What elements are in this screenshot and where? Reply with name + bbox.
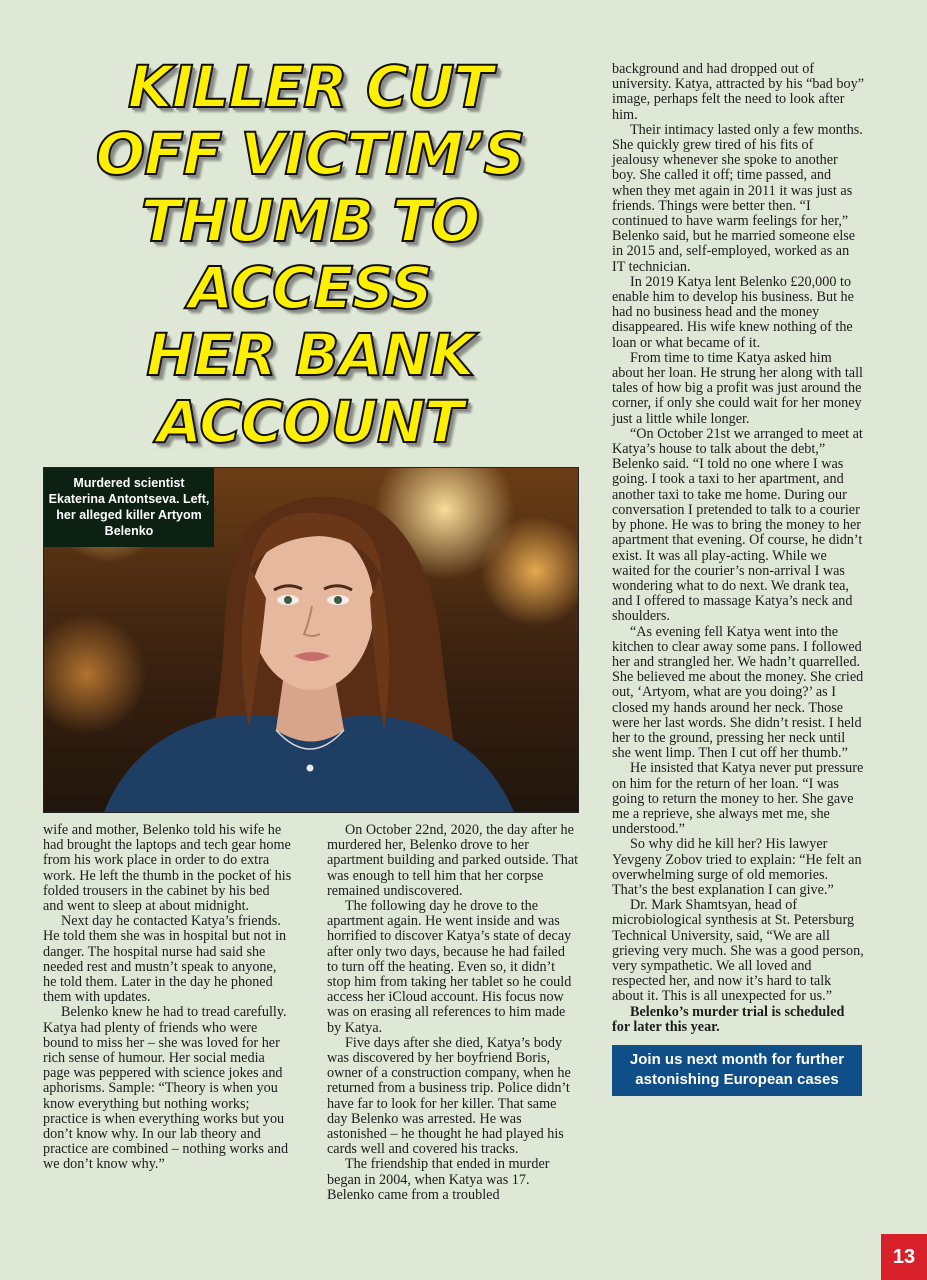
paragraph: From time to time Katya asked him about her loan. He strung her along with tall tales of how big a profit was just around the corner, if only she could wait for her money just a little while longer. [612,349,863,427]
paragraph: “On October 21st we arranged to meet at Katya’s house to talk about the debt,” Belenko said. “I told no one where I was going. I took a taxi to her apartment, and another taxi to take me home. During our conversation I pretended to talk to a courier by phone. He was to bring the money to her apartment that evening. Of course, he didn’t exist. It was all play-acting. While we waited for the courier’s non-arrival I was wondering what to do next. We drank tea, and I offered to massage Katya’s neck and shoulders. [612,425,863,625]
closing-note: Belenko’s murder trial is scheduled for later this year. [612,1003,845,1035]
next-month-banner: Join us next month for further astonishing European cases [612,1045,862,1096]
headline-line: THUMB TO [140,187,480,255]
paragraph: On October 22nd, 2020, the day after he murdered her, Belenko drove to her apartment building and parked outside. That was enough to tell him that her corpse remained undiscovered. [327,822,579,899]
paragraph: The following day he drove to the apartment again. He went inside and was horrified to discover Katya’s state of decay after only two days, because he had failed to turn off the heating. Even so, it didn’t stop him from taking her tablet so he could access her iCloud account. His focus now was on erasing all references to him made by Katya. [327,898,572,1036]
paragraph: He insisted that Katya never put pressure on him for the return of her loan. “I was going to return the money to her. She gave me a reprieve, she always met me, she understood.” [612,760,864,838]
paragraph: “As evening fell Katya went into the kitchen to clear away some pans. I followed her and strangled her. We hadn’t quarrelled. She believed me about the money. She cried out, ‘Artyom, what are you doing?’ as I closed my hands around her neck. Those were her last words. She didn’t resist. I held her to the ground, pressing her neck until she went limp. Then I cut off her thumb.” [612,623,864,762]
paragraph: Next day he contacted Katya’s friends. He told them she was in hospital but not in danger. The hospital nurse had said she needed rest and mustn’t speak to anyone, he told them. Later in the day he phoned them with updates. [43,913,287,1006]
victim-photo [43,467,579,813]
headline [40,54,580,456]
headline-line: ACCOUNT [157,388,463,456]
paragraph: Five days after she died, Katya’s body was discovered by her boyfriend Boris, owner of a construction company, when he returned from a business trip. Police didn’t have far to look for her killer. That same day Belenko was arrested. He was astonished – he thought he had played his cards well and covered his tracks. [327,1034,571,1158]
headline-line: HER BANK [146,321,474,389]
paragraph: So why did he kill her? His lawyer Yevgeny Zobov tried to explain: “He felt an overwhelming surge of old memories. That’s the best explanation I can give.” [612,836,862,898]
headline-line: OFF VICTIM’S [95,120,525,188]
paragraph: Their intimacy lasted only a few months. She quickly grew tired of his fits of jealousy whenever she spoke to another boy. She called it off; time passed, and when they met again in 2011 it was just as friends. Things were better then. “I continued to have warm feelings for her,” Belenko said, but he married someone else in 2015 and, self-employed, worked as an IT technician. [612,121,863,275]
paragraph: In 2019 Katya lent Belenko £20,000 to enable him to develop his business. But he had no business head and the money disappeared. His wife knew nothing of the loan or what became of it. [612,273,854,351]
paragraph: The friendship that ended in murder began in 2004, when Katya was 17. Belenko came from a troubled [327,1156,550,1203]
paragraph: Belenko knew he had to tread carefully. Katya had plenty of friends who were bound to miss her – she was loved for her rich sense of humour. Her social media page was peppered with science jokes and aphorisms. Sample: “Theory is when you know everything but nothing works; practice is when everything works but you don’t know why. In our lab theory and practice are combined – nothing works and we don’t know why.” [43,1004,289,1173]
page-number: 13 [881,1234,927,1280]
article-column-1 [43,823,293,1173]
paragraph: background and had dropped out of university. Katya, attracted by his “bad boy” image, perhaps felt the need to look after him. [612,61,865,123]
article-column-3 [612,62,864,1096]
headline-line: ACCESS [188,254,432,322]
headline-line: KILLER CUT [127,53,493,121]
paragraph: Dr. Mark Shamtsyan, head of microbiological synthesis at St. Petersburg Technical University, said, “We are all grieving very much. She was a good person, very sympathetic. We all loved and respected her, and now it’s hard to talk about it. This is all unexpected for us.” [612,897,864,1005]
photo-caption: Murdered scientist Ekaterina Antontseva. Left, her alleged killer Artyom Belenko [44,468,214,547]
article-column-2 [327,823,579,1203]
paragraph: wife and mother, Belenko told his wife he had brought the laptops and tech gear home from his work place in order to do extra work. He left the thumb in the pocket of his folded trousers in the cabinet by his bed and went to sleep at about midnight. [43,822,292,915]
